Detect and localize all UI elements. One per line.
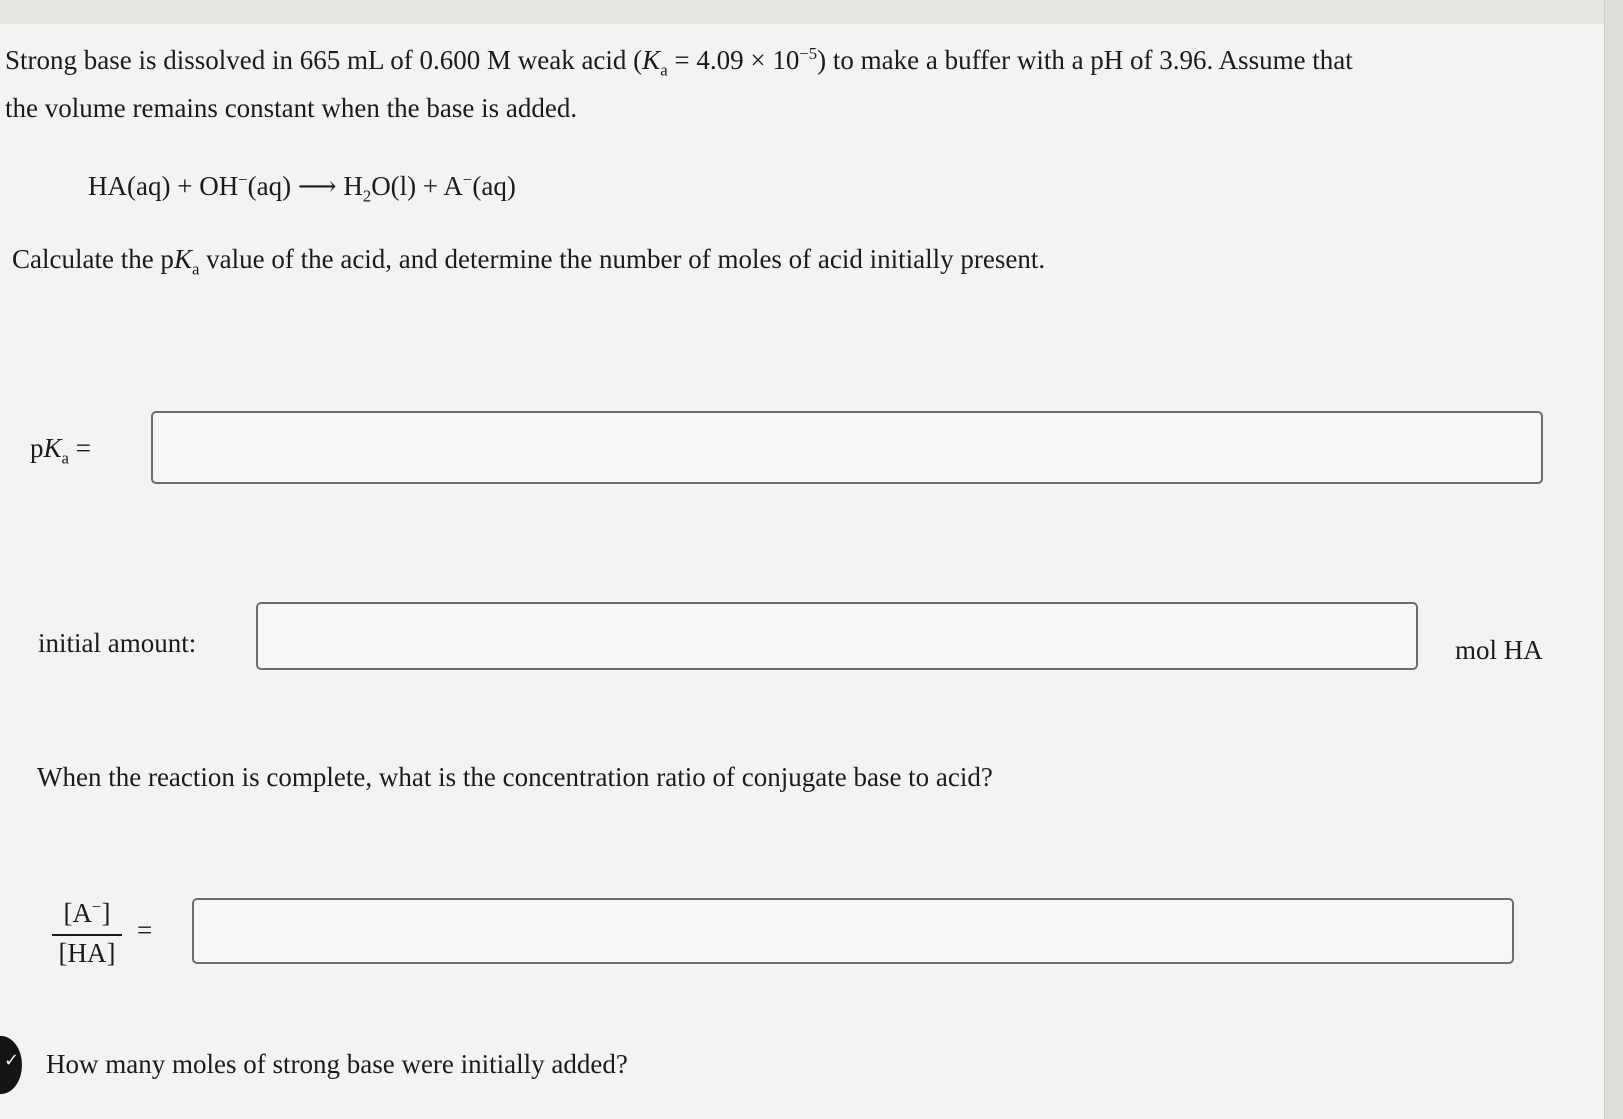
initial-amount-label: initial amount: <box>38 628 197 658</box>
pka-label: $pK_a$ = <box>30 433 91 468</box>
top-strip <box>0 0 1623 24</box>
right-edge <box>1604 0 1623 1119</box>
fraction-bar <box>52 934 122 936</box>
problem-intro-line2: the volume remains constant when the base is added. <box>5 93 578 123</box>
ratio-equals-sign: = <box>137 915 153 945</box>
initial-amount-unit: mol HA <box>1455 635 1543 665</box>
ratio-input[interactable] <box>192 898 1514 964</box>
ratio-fraction <box>50 898 124 969</box>
reaction-equation: HA(aq) + OH−(aq) ⟶ $H_2O(l) + A^-(aq)$ <box>88 170 516 206</box>
base-question: How many moles of strong base were initially added? <box>46 1049 628 1079</box>
pka-input[interactable] <box>151 411 1543 484</box>
instruction-text: Calculate the $pK_a$ value of the acid, and determine the number of moles of acid initially present. <box>12 244 1046 279</box>
problem-intro-line1: Strong base is dissolved in 665 mL of 0.600 M weak acid $(K_a = 4.09 \times 10^{-5})$ to make a buffer with a pH of 3.96. Assume that <box>5 44 1353 80</box>
ratio-numerator: [A−] <box>63 897 111 928</box>
ratio-question: When the reaction is complete, what is the concentration ratio of conjugate base to acid? <box>37 762 993 792</box>
ratio-denominator: [HA] <box>58 938 116 968</box>
initial-amount-input[interactable] <box>256 602 1418 670</box>
check-icon: ✓ <box>4 1050 20 1071</box>
